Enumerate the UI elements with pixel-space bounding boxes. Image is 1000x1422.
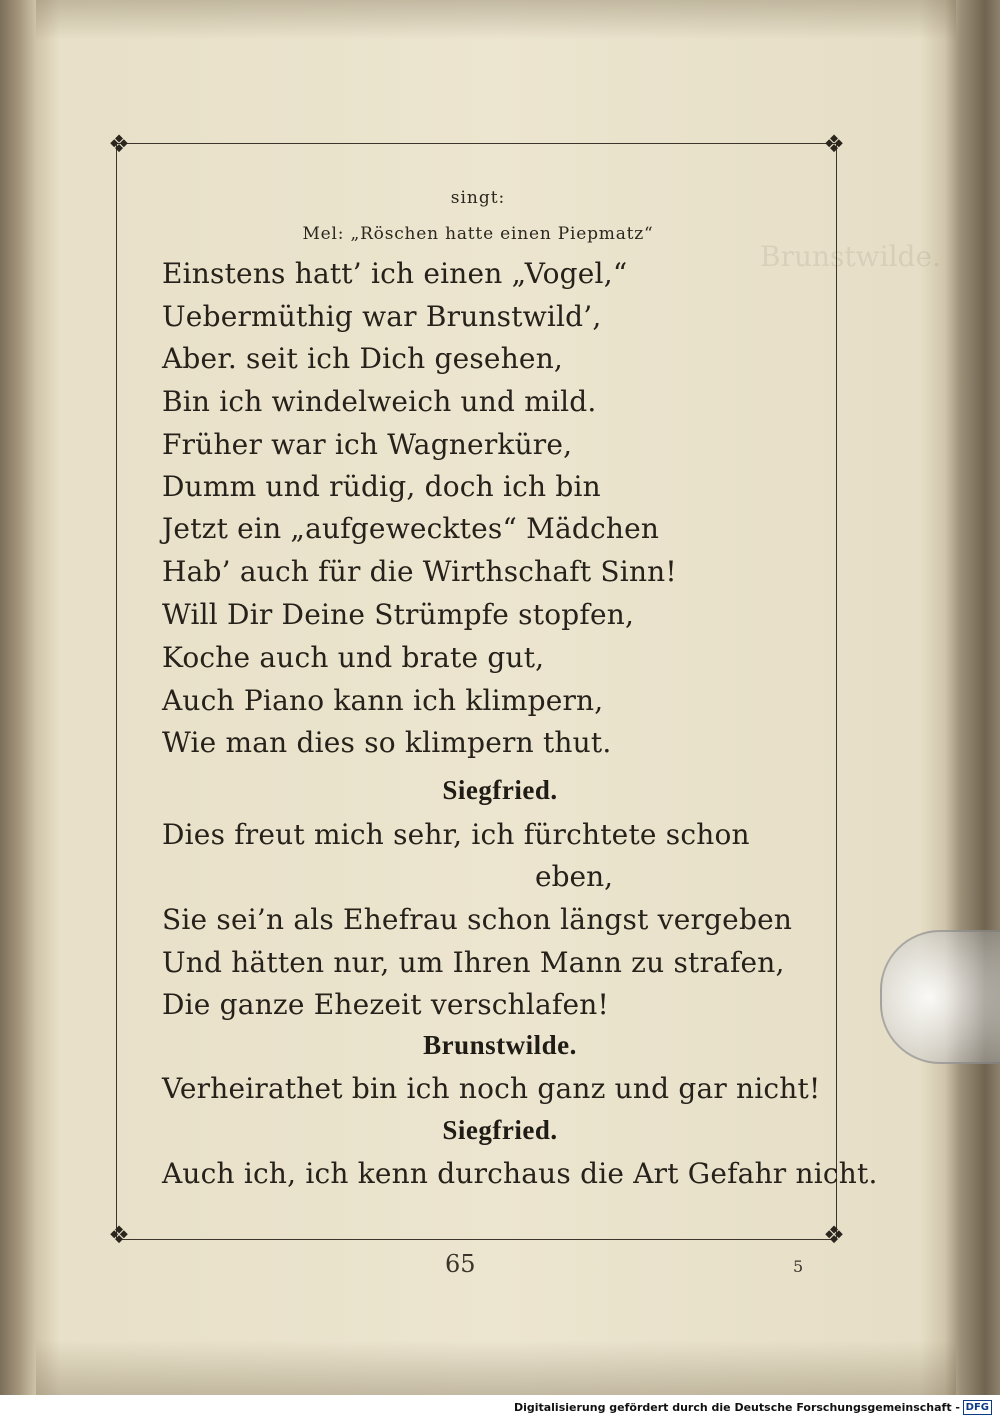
page-shadow-top xyxy=(36,0,956,40)
corner-ornament-icon: ❖ xyxy=(108,1221,130,1249)
corner-ornament-icon: ❖ xyxy=(823,130,845,158)
verse-line: Auch ich, ich kenn durchaus die Art Gefahr nicht. xyxy=(162,1157,878,1190)
verse-line: Wie man dies so klimpern thut. xyxy=(162,726,612,759)
speaker-heading: Siegfried. xyxy=(442,775,558,805)
dfg-logo: DFG xyxy=(963,1400,992,1415)
signature-mark: 5 xyxy=(793,1257,804,1276)
page-number: 65 xyxy=(445,1250,476,1278)
footer-credit: Digitalisierung gefördert durch die Deutsche Forschungsgemeinschaft - xyxy=(513,1401,960,1414)
page-clip xyxy=(880,930,1000,1064)
verse-line: Verheirathet bin ich noch ganz und gar nicht! xyxy=(162,1072,821,1105)
verse-line: Dumm und rüdig, doch ich bin xyxy=(162,470,601,503)
speaker-heading: Siegfried. xyxy=(442,1115,558,1145)
verse-line: Und hätten nur, um Ihren Mann zu strafen, xyxy=(162,946,785,979)
verse-line: Früher war ich Wagnerküre, xyxy=(162,428,573,461)
verse-line: Will Dir Deine Strümpfe stopfen, xyxy=(162,598,635,631)
verse-line: Hab’ auch für die Wirthschaft Sinn! xyxy=(162,555,677,588)
singt-heading: singt: xyxy=(450,188,506,208)
corner-ornament-icon: ❖ xyxy=(108,130,130,158)
speaker-heading: Brunstwilde. xyxy=(423,1030,577,1060)
verse-line: Aber. seit ich Dich gesehen, xyxy=(162,342,564,375)
verse-line: Auch Piano kann ich klimpern, xyxy=(162,684,604,717)
corner-ornament-icon: ❖ xyxy=(823,1221,845,1249)
show-through-text: Brunstwilde. xyxy=(760,240,941,273)
verse-line: Jetzt ein „aufgewecktes“ Mädchen xyxy=(162,512,660,545)
verse-line: Einstens hatt’ ich einen „Vogel,“ xyxy=(162,257,628,290)
footer-bar xyxy=(0,1395,1000,1422)
verse-line: Uebermüthig war Brunstwild’, xyxy=(162,300,602,333)
verse-line: Die ganze Ehezeit verschlafen! xyxy=(162,988,609,1021)
verse-line-continuation: eben, xyxy=(535,860,613,893)
verse-line: Sie sei’n als Ehefrau schon längst vergeben xyxy=(162,903,793,936)
verse-line: Bin ich windelweich und mild. xyxy=(162,385,597,418)
melody-note: Mel: „Röschen hatte einen Piepmatz“ xyxy=(302,224,654,244)
page-shadow-bottom xyxy=(36,1340,956,1395)
verse-line: Koche auch und brate gut, xyxy=(162,641,545,674)
verse-line: Dies freut mich sehr, ich fürchtete schon xyxy=(162,818,750,851)
